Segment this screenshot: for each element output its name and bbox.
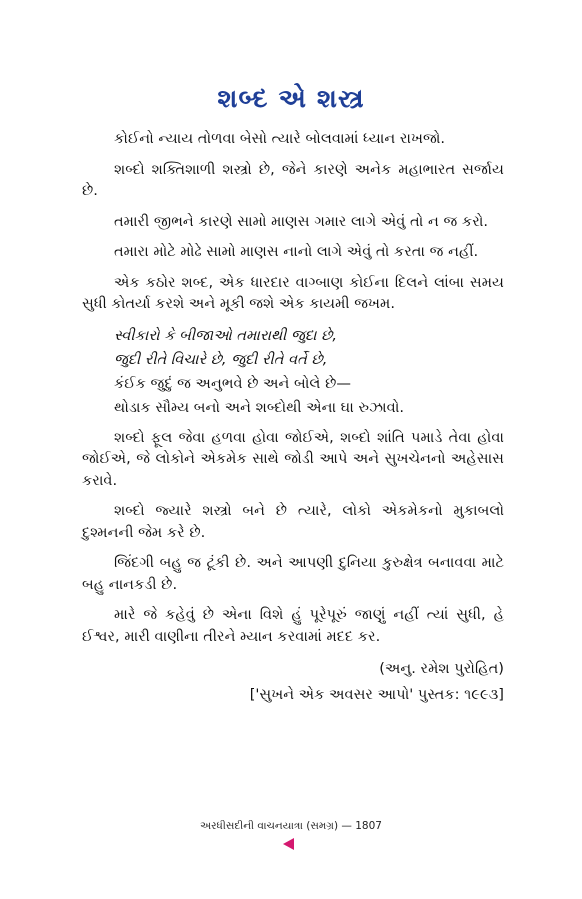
paragraph: એક કઠોર શબ્દ, એક ધારદાર વાગ્બાણ કોઈના દિલને લાંબા સમય સુધી કોતર્યા કરશે અને મૂકી જશે એક કાયમી જખમ. bbox=[82, 273, 504, 312]
prev-page-icon[interactable] bbox=[283, 838, 294, 850]
poem-line: સ્વીકારો કે બીજાઓ તમારાથી જુદા છે, bbox=[114, 326, 338, 344]
paragraph: મારે જે કહેવું છે એના વિશે હું પૂરેપૂરું જાણું નહીં ત્યાં સુધી, હે ઈશ્વર, મારી વાણીના તીરને મ્યાન કરવામાં મદદ કર. bbox=[82, 606, 504, 645]
poem-block bbox=[114, 324, 504, 420]
paragraph: શબ્દો ફૂલ જેવા હળવા હોવા જોઈએ, શબ્દો શાંતિ પમાડે તેવા હોવા જોઈએ, જે લોકોને એકમેક સાથે જોડી આપે અને સુખચેનનો અહેસાસ કરાવે. bbox=[82, 428, 504, 489]
paragraph: તમારા મોટે મોઢે સામો માણસ નાનો લાગે એવું તો કરતા જ નહીં. bbox=[114, 243, 479, 260]
source-citation: ['સુખને એક અવસર આપો' પુસ્તક: ૧૯૯૩] bbox=[249, 686, 504, 703]
paragraph: જિંદગી બહુ જ ટૂંકી છે. અને આપણી દુનિયા કુરુક્ષેત્ર બનાવવા માટે બહુ નાનકડી છે. bbox=[82, 554, 504, 593]
paragraph: શબ્દો શક્તિશાળી શસ્ત્રો છે, જેને કારણે અનેક મહાભારત સર્જાય છે. bbox=[82, 160, 504, 199]
paragraph: શબ્દો જ્યારે શસ્ત્રો બને છે ત્યારે, લોકો એકમેકનો મુકાબલો દુશ્મનની જેમ કરે છે. bbox=[82, 502, 504, 541]
paragraph: કોઈનો ન્યાય તોળવા બેસો ત્યારે બોલવામાં ધ્યાન રાખજો. bbox=[114, 130, 446, 147]
poem-line: કંઈક જુદું જ અનુભવે છે અને બોલે છે— bbox=[114, 374, 351, 392]
translator-credit: (અનુ. રમેશ પુરોહિત) bbox=[379, 660, 504, 677]
running-footer: અરધીસદીની વાચનયાત્રા (સમગ્ર) — 1807 bbox=[200, 820, 382, 832]
credit-block bbox=[82, 656, 504, 708]
poem-line: થોડાક સૌમ્ય બનો અને શબ્દોથી એના ઘા રુઝાવો. bbox=[114, 398, 404, 416]
poem-line: જુદી રીતે વિચારે છે, જુદી રીતે વર્તે છે, bbox=[114, 350, 328, 368]
paragraph: તમારી જીભને કારણે સામો માણસ ગમાર લાગે એવું તો ન જ કરો. bbox=[114, 212, 489, 230]
page-title: શબ્દ એ શસ્ત્ર bbox=[217, 84, 365, 114]
article-body bbox=[82, 128, 504, 708]
